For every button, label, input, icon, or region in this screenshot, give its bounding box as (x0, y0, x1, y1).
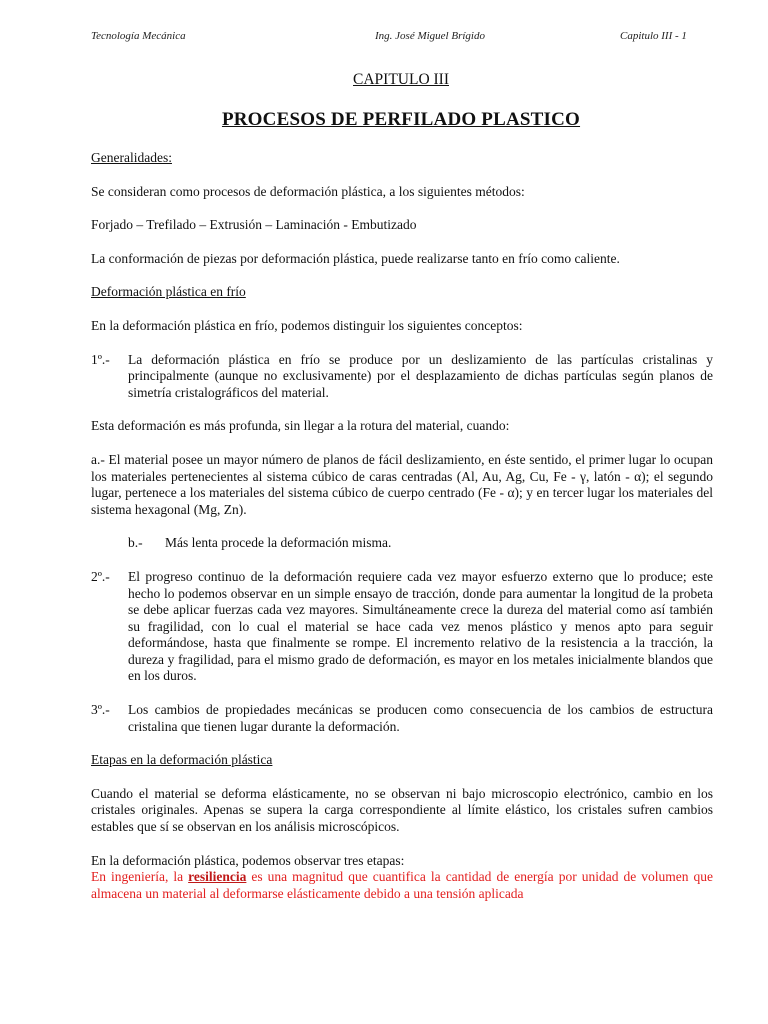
sub-item-b (128, 535, 713, 552)
item-text: El progreso continuo de la deformación requiere cada vez mayor esfuerzo externo que lo produce; este hecho lo podemos observar en un simple ensayo de tracción, donde para aumentar la longitud de la probeta se debe aplicar fuerzas cada vez mayores. Simultáneamente crece la dureza del material como así también su fragilidad, con lo cual el material se hace cada vez menos plástico y menos apto para seguir deformándose, hasta que finalmente se rompe. El incremento relativo de la resistencia a la tracción, la dureza y fragilidad, para el mismo grado de deformación, es mayor en los metales inicialmente blandos que en los duros. (128, 568, 713, 684)
list-item-3 (91, 702, 713, 735)
document-body (91, 150, 713, 919)
header-subject: Tecnología Mecánica (91, 30, 186, 42)
resiliencia-link[interactable]: resiliencia (188, 869, 247, 885)
item-number: 2º.- (91, 568, 110, 584)
item-number: 1º.- (91, 351, 110, 367)
list-item-1 (91, 352, 713, 402)
header-author: Ing. José Miguel Brígido (375, 30, 485, 42)
paragraph: Se consideran como procesos de deformación plástica, a los siguientes métodos: (91, 183, 525, 199)
paragraph: En la deformación plástica en frío, podemos distinguir los siguientes conceptos: (91, 317, 523, 333)
paragraph: En la deformación plástica, podemos observar tres etapas: (91, 852, 405, 868)
paragraph: Cuando el material se deforma elásticamente, no se observan ni bajo microscopio electrónico, cambio en los cristales originales. Apenas se supera la carga correspondiente al límite elástico, los cristales sufren cambios estables que sí se observan en los análisis microscópicos. (91, 785, 713, 835)
section-heading-generalidades: Generalidades: (91, 150, 172, 165)
sub-item-text: Más lenta procede la deformación misma. (165, 535, 392, 551)
list-item-2 (91, 569, 713, 685)
sub-item-a: a.- El material posee un mayor número de planos de fácil deslizamiento, en éste sentido, el primer lugar lo ocupan los materiales pertenecientes al sistema cúbico de caras centradas (Al, Au, Ag, Cu, Fe - γ, latón - α); el segundo lugar, pertenece a los materiales del sistema cúbico de cuerpo centrado (Fe - α); y en tercer lugar los materiales del sistema hexagonal (Mg, Zn). (91, 451, 713, 517)
item-number: 3º.- (91, 702, 110, 718)
page-title: PROCESOS DE PERFILADO PLASTICO (221, 109, 581, 130)
section-heading-frio: Deformación plástica en frío (91, 284, 246, 300)
section-heading-etapas: Etapas en la deformación plástica (91, 752, 273, 768)
chapter-heading: CAPITULO III (353, 71, 449, 88)
resiliencia-note (91, 869, 713, 902)
note-text-start: En ingeniería, la (91, 869, 189, 885)
note-text-end: es una magnitud que cuantifica la cantidad de energía por unidad de volumen que almacena un material al deformarse elásticamente debido a una tensión aplicada (91, 869, 713, 901)
item-text: Los cambios de propiedades mecánicas se producen como consecuencia de los cambios de estructura cristalina que tienen lugar durante la deformación. (128, 702, 713, 734)
sub-paragraph: Esta deformación es más profunda, sin llegar a la rotura del material, cuando: (91, 418, 510, 434)
item-text: La deformación plástica en frío se produce por un deslizamiento de las partículas cristalinas y principalmente (aunque no exclusivamente) por el desplazamiento de dichas partículas según planos de simetría cristalográficos del material. (128, 351, 713, 400)
paragraph: La conformación de piezas por deformación plástica, puede realizarse tanto en frío como caliente. (91, 250, 620, 266)
sub-item-label: b.- (128, 535, 143, 551)
paragraph-methods: Forjado – Trefilado – Extrusión – Laminación - Embutizado (91, 217, 417, 233)
header-page-number: Capitulo III - 1 (620, 30, 687, 42)
